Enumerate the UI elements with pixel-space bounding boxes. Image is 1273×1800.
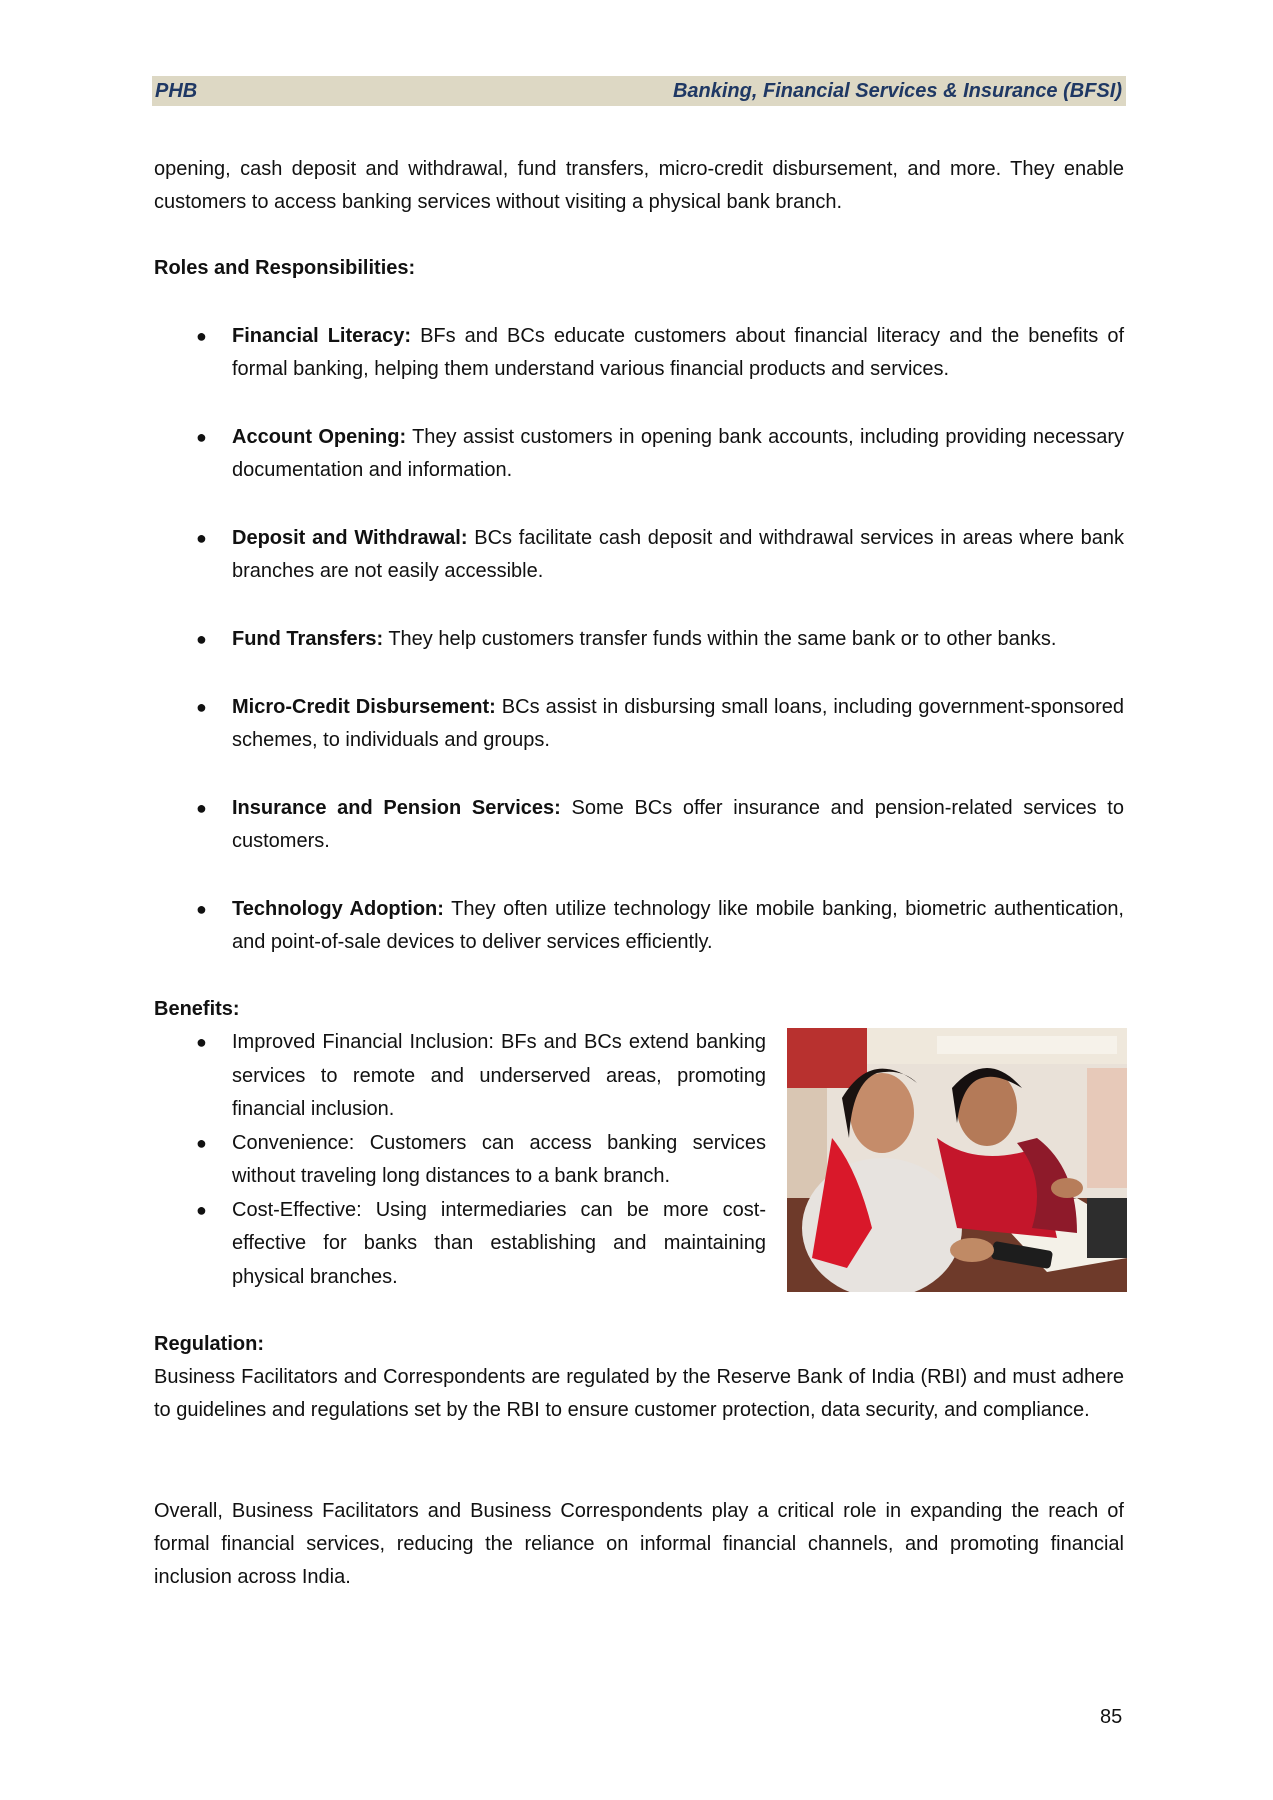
role-term: Technology Adoption:: [232, 898, 444, 920]
header-right-title: Banking, Financial Services & Insurance (BFSI): [672, 79, 1122, 102]
list-item: [154, 522, 1124, 588]
benefits-heading: Benefits:: [154, 998, 240, 1020]
bullet-icon: ●: [196, 697, 207, 717]
benefit-text: Improved Financial Inclusion: BFs and BCs extend banking services to remote and underserved areas, promoting financial inclusion.: [232, 1031, 766, 1120]
role-text: They often utilize technology like mobile banking, biometric authentication, and point-of-sale devices to deliver services efficiently.: [232, 898, 1124, 953]
list-item: [154, 691, 1124, 757]
list-item: [154, 320, 1124, 386]
role-term: Fund Transfers:: [232, 628, 384, 650]
list-item: [154, 893, 1124, 959]
header-left-title: PHB: [155, 79, 198, 102]
role-text: BCs facilitate cash deposit and withdrawal services in areas where bank branches are not easily accessible.: [232, 527, 1124, 582]
role-term: Account Opening:: [232, 426, 407, 448]
roles-heading: Roles and Responsibilities:: [154, 257, 416, 279]
benefit-text: Convenience: Customers can access banking services without traveling long distances to a bank branch.: [232, 1131, 766, 1187]
role-text: BCs assist in disbursing small loans, including government-sponsored schemes, to individuals and groups.: [232, 696, 1125, 751]
bullet-icon: ●: [196, 326, 207, 346]
list-item: [154, 1026, 766, 1127]
list-item: [154, 1194, 766, 1295]
bullet-icon: ●: [196, 427, 207, 447]
role-text: BFs and BCs educate customers about financial literacy and the benefits of formal banking, helping them understand various financial products and services.: [232, 325, 1124, 380]
overall-paragraph: Overall, Business Facilitators and Business Correspondents play a critical role in expanding the reach of formal financial services, reducing the reliance on informal financial channels, and promoting financial inclusion across India.: [154, 1500, 1124, 1588]
bullet-icon: ●: [196, 798, 207, 818]
role-term: Deposit and Withdrawal:: [232, 527, 468, 549]
list-item: [154, 792, 1124, 858]
list-item: [154, 623, 1124, 656]
role-text: Some BCs offer insurance and pension-related services to customers.: [232, 797, 1124, 852]
bullet-icon: ●: [196, 1132, 207, 1153]
regulation-heading: Regulation:: [154, 1333, 264, 1355]
list-item: [154, 1127, 766, 1194]
role-term: Insurance and Pension Services:: [232, 797, 561, 819]
women-using-phone-photo: [787, 1028, 1127, 1292]
page-header: [152, 76, 1126, 106]
intro-paragraph: opening, cash deposit and withdrawal, fund transfers, micro-credit disbursement, and more. They enable customers to access banking services without visiting a physical bank branch.: [154, 158, 1124, 213]
benefit-text: Cost-Effective: Using intermediaries can be more cost-effective for banks than establishing and maintaining physical branches.: [232, 1198, 766, 1288]
list-item: [154, 421, 1124, 487]
bullet-icon: ●: [196, 899, 207, 919]
role-term: Financial Literacy:: [232, 325, 412, 347]
benefits-list: [154, 1026, 766, 1294]
role-text: They help customers transfer funds within the same bank or to other banks.: [383, 628, 1057, 650]
bullet-icon: ●: [196, 1199, 207, 1220]
role-text: They assist customers in opening bank accounts, including providing necessary documentation and information.: [232, 426, 1124, 481]
role-term: Micro-Credit Disbursement:: [232, 696, 496, 718]
bullet-icon: ●: [196, 1032, 207, 1052]
roles-list: [154, 320, 1124, 994]
regulation-paragraph: Business Facilitators and Correspondents are regulated by the Reserve Bank of India (RBI) and must adhere to guidelines and regulations set by the RBI to ensure customer protection, data security, and compliance.: [154, 1366, 1124, 1421]
page-number: 85: [1100, 1706, 1123, 1728]
bullet-icon: ●: [196, 528, 207, 548]
bullet-icon: ●: [196, 629, 207, 649]
